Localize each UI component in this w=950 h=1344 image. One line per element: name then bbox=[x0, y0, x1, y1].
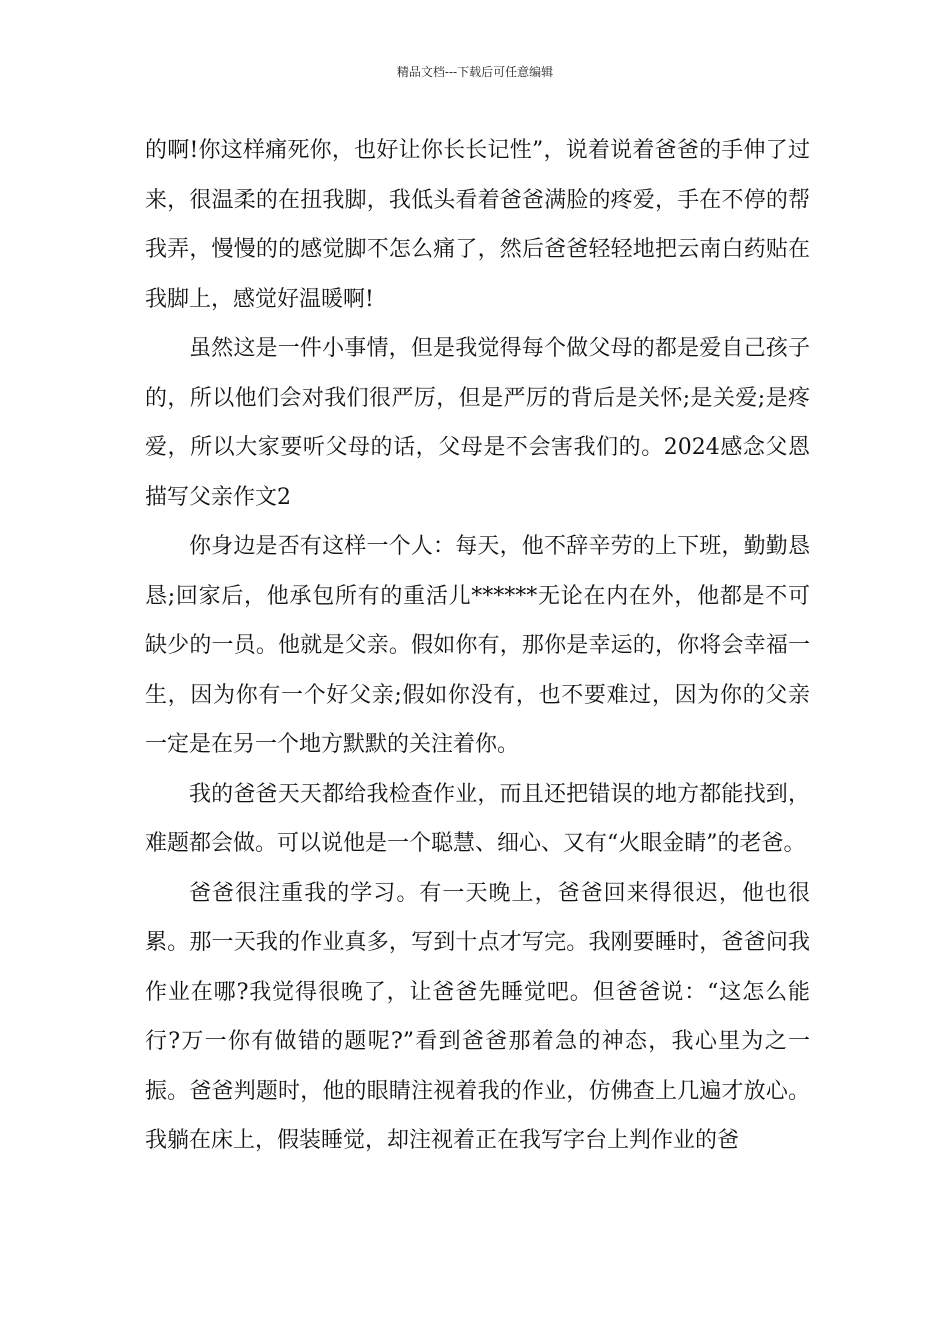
paragraph-4: 我的爸爸天天都给我检查作业，而且还把错误的地方都能找到，难题都会做。可以说他是一个聪慧、细心、又有“火眼金睛”的老爸。 bbox=[145, 781, 810, 856]
paragraph-3: 你身边是否有这样一个人：每天，他不辞辛劳的上下班，勤勤恳恳;回家后，他承包所有的重活儿******无论在内在外，他都是不可缺少的一员。他就是父亲。假如你有，那你是幸运的，你将会幸福一生，因为你有一个好父亲;假如你没有，也不要难过，因为你的父亲一定是在另一个地方默默的关注着你。 bbox=[145, 534, 810, 757]
page-header: 精品文档---下载后可任意编辑 bbox=[396, 65, 554, 79]
paragraph-1: 的啊!你这样痛死你，也好让你长长记性”，说着说着爸爸的手伸了过来，很温柔的在扭我脚，我低头看着爸爸满脸的疼爱，手在不停的帮我弄，慢慢的的感觉脚不怎么痛了，然后爸爸轻轻地把云南白药贴在我脚上，感觉好温暖啊! bbox=[145, 138, 810, 312]
paragraph-5: 爸爸很注重我的学习。有一天晚上，爸爸回来得很迟，他也很累。那一天我的作业真多，写到十点才写完。我刚要睡时，爸爸问我作业在哪?我觉得很晚了，让爸爸先睡觉吧。但爸爸说：“这怎么能行?万一你有做错的题呢?”看到爸爸那着急的神态，我心里为之一振。爸爸判题时，他的眼睛注视着我的作业，仿佛查上几遍才放心。我躺在床上，假装睡觉，却注视着正在我写字台上判作业的爸 bbox=[145, 880, 810, 1153]
document-body bbox=[145, 126, 810, 1166]
paragraph-2: 虽然这是一件小事情，但是我觉得每个做父母的都是爱自己孩子的，所以他们会对我们很严厉，但是严厉的背后是关怀;是关爱;是疼爱，所以大家要听父母的话，父母是不会害我们的。2024感念父恩描写父亲作文2 bbox=[145, 336, 810, 510]
